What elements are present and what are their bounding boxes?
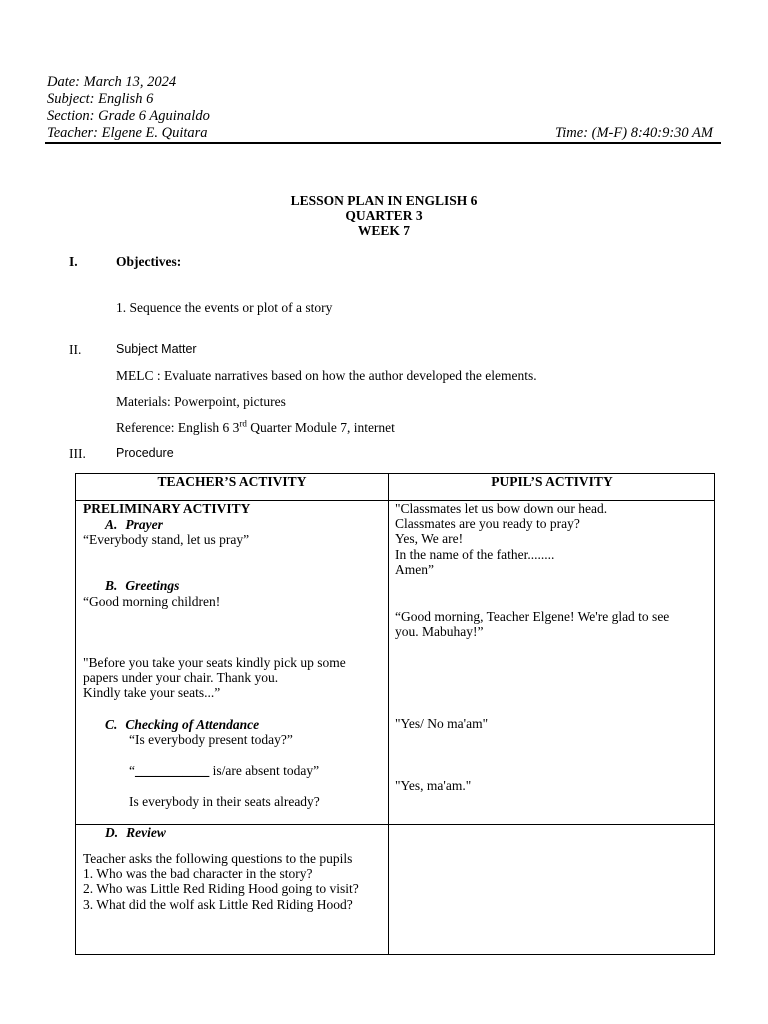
week-title: WEEK 7 bbox=[357, 223, 411, 238]
review-question-2: 2. Who was Little Red Riding Hood going to visit? bbox=[83, 881, 359, 896]
attendance-letter: C. bbox=[105, 717, 118, 732]
reference-superscript: rd bbox=[239, 418, 247, 429]
attendance-heading bbox=[105, 717, 259, 733]
reference-prefix: Reference: English 6 3 bbox=[116, 420, 240, 435]
greetings-title: Greetings bbox=[125, 578, 180, 593]
activity-table bbox=[75, 473, 715, 955]
attendance-absent-text: is/are absent today” bbox=[209, 763, 320, 778]
objective-item-1: 1. Sequence the events or plot of a story bbox=[116, 300, 333, 315]
review-question-3: 3. What did the wolf ask Little Red Riding Hood? bbox=[83, 897, 353, 912]
attendance-question-1: “Is everybody present today?” bbox=[129, 732, 293, 747]
review-heading bbox=[105, 825, 166, 841]
absent-name-blank: ___________ bbox=[135, 763, 210, 778]
table-row-rule bbox=[76, 824, 714, 825]
review-letter: D. bbox=[105, 825, 119, 840]
attendance-question-3: Is everybody in their seats already? bbox=[129, 794, 320, 809]
materials-line: Materials: Powerpoint, pictures bbox=[116, 394, 286, 409]
time-line: Time: (M-F) 8:40:9:30 AM bbox=[555, 125, 713, 141]
pupil-attendance-reply: "Yes/ No ma'am" bbox=[395, 716, 489, 731]
pupil-prayer-line-5: Amen” bbox=[395, 562, 434, 577]
pupil-prayer-line-2: Classmates are you ready to pray? bbox=[395, 516, 580, 531]
pupil-greeting-line-1: “Good morning, Teacher Elgene! We're glad to see bbox=[395, 609, 670, 624]
seats-instruction-line-3: Kindly take your seats...” bbox=[83, 685, 221, 700]
pupil-activity-header: PUPIL’S ACTIVITY bbox=[491, 474, 613, 489]
prayer-heading bbox=[105, 517, 163, 533]
greetings-heading bbox=[105, 578, 179, 594]
review-intro: Teacher asks the following questions to the pupils bbox=[83, 851, 353, 866]
greetings-text: “Good morning children! bbox=[83, 594, 221, 609]
header-rule bbox=[45, 142, 721, 144]
quarter-title: QUARTER 3 bbox=[345, 208, 423, 223]
objectives-label: Objectives: bbox=[116, 254, 182, 269]
review-title: Review bbox=[126, 825, 166, 840]
pupil-seats-reply: "Yes, ma'am." bbox=[395, 778, 472, 793]
teacher-activity-header: TEACHER’S ACTIVITY bbox=[157, 474, 307, 489]
melc-line: MELC : Evaluate narratives based on how the author developed the elements. bbox=[116, 368, 537, 383]
pupil-greeting-line-2: you. Mabuhay!” bbox=[395, 624, 484, 639]
review-question-1: 1. Who was the bad character in the story? bbox=[83, 866, 313, 881]
pupil-prayer-line-3: Yes, We are! bbox=[395, 531, 464, 546]
seats-instruction-line-1: "Before you take your seats kindly pick up some bbox=[83, 655, 346, 670]
pupil-prayer-line-1: "Classmates let us bow down our head. bbox=[395, 501, 608, 516]
objectives-numeral: I. bbox=[69, 254, 78, 269]
attendance-open-quote: “ bbox=[129, 763, 135, 778]
prayer-title: Prayer bbox=[125, 517, 163, 532]
procedure-label: Procedure bbox=[116, 446, 174, 460]
seats-instruction-line-2: papers under your chair. Thank you. bbox=[83, 670, 279, 685]
prayer-letter: A. bbox=[105, 517, 118, 532]
attendance-title: Checking of Attendance bbox=[125, 717, 260, 732]
table-column-divider bbox=[388, 474, 389, 954]
subject-matter-numeral: II. bbox=[69, 342, 82, 357]
preliminary-activity-heading: PRELIMINARY ACTIVITY bbox=[83, 501, 251, 516]
prayer-text: “Everybody stand, let us pray” bbox=[83, 532, 250, 547]
subject-matter-label: Subject Matter bbox=[116, 342, 197, 356]
lesson-plan-title: LESSON PLAN IN ENGLISH 6 bbox=[290, 193, 478, 208]
reference-suffix: Quarter Module 7, internet bbox=[246, 420, 395, 435]
greetings-letter: B. bbox=[105, 578, 118, 593]
attendance-question-2 bbox=[129, 763, 319, 779]
teacher-line: Teacher: Elgene E. Quitara bbox=[47, 125, 208, 141]
date-line: Date: March 13, 2024 bbox=[47, 74, 177, 90]
subject-line: Subject: English 6 bbox=[47, 91, 154, 107]
reference-line bbox=[116, 420, 395, 436]
procedure-numeral: III. bbox=[69, 446, 86, 461]
section-line: Section: Grade 6 Aguinaldo bbox=[47, 108, 210, 124]
pupil-prayer-line-4: In the name of the father........ bbox=[395, 547, 555, 562]
